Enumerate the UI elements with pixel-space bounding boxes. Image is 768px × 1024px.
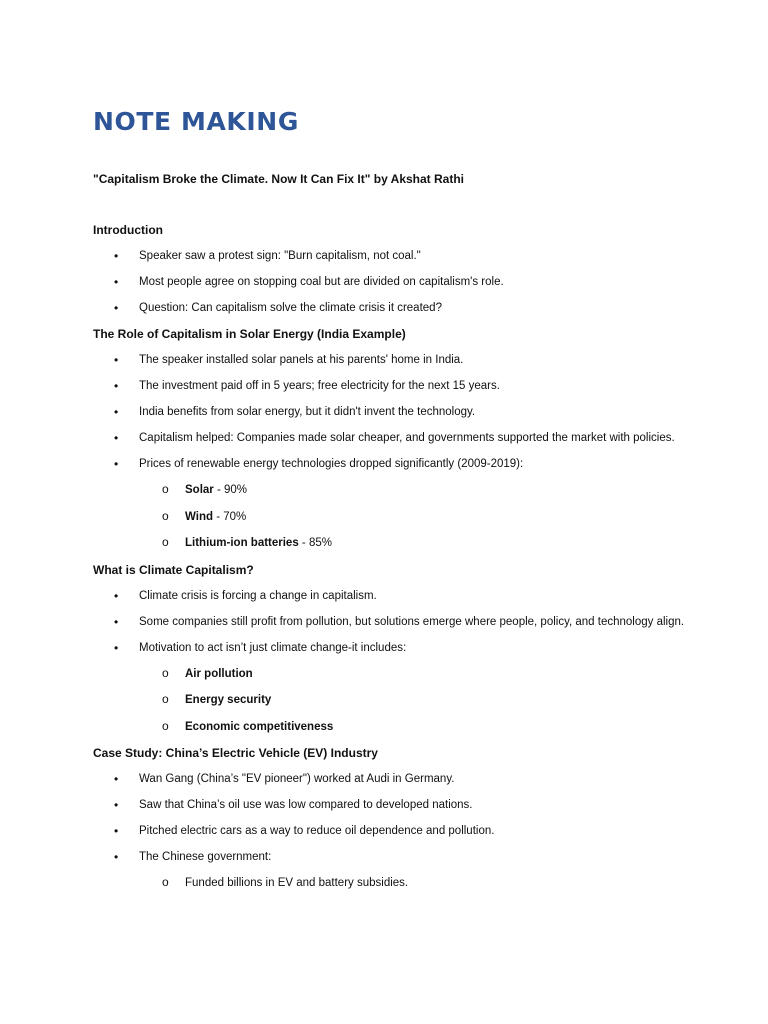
sub-list-item (93, 482, 693, 498)
document-subtitle: "Capitalism Broke the Climate. Now It Can Fix It" by Akshat Rathi (93, 172, 465, 186)
list-item: • Pitched electric cars as a way to reduce oil dependence and pollution. (93, 823, 693, 839)
sub-item-value: - 90% (213, 484, 248, 496)
sub-list-item (93, 535, 693, 551)
list-item: • Climate crisis is forcing a change in capitalism. (93, 588, 693, 604)
list-item: • Saw that China’s oil use was low compared to developed nations. (93, 797, 693, 813)
sub-item-label: Solar (185, 484, 214, 496)
list-item: • Question: Can capitalism solve the climate crisis it created? (93, 300, 693, 316)
bullet-list (93, 352, 693, 551)
list-item: • The investment paid off in 5 years; free electricity for the next 15 years. (93, 378, 693, 394)
list-item: • The Chinese government: (93, 849, 693, 865)
list-item: • Prices of renewable energy technologies dropped significantly (2009-2019): (93, 456, 693, 472)
section-heading-introduction: Introduction (93, 223, 163, 237)
list-item: • India benefits from solar energy, but it didn't invent the technology. (93, 404, 693, 420)
list-item: • Some companies still profit from pollution, but solutions emerge where people, policy, and technology align. (93, 614, 693, 630)
section-heading-china-ev: Case Study: China’s Electric Vehicle (EV) Industry (93, 746, 378, 760)
sub-item-label: Wind (185, 510, 213, 523)
page-title: NOTE MAKING (93, 107, 299, 136)
section-heading-climate-capitalism: What is Climate Capitalism? (93, 562, 254, 577)
list-item: • Most people agree on stopping coal but are divided on capitalism's role. (93, 274, 693, 290)
bullet-list (93, 588, 693, 735)
bullet-list (93, 248, 693, 316)
section-heading-solar-energy: The Role of Capitalism in Solar Energy (India Example) (93, 327, 406, 341)
document-body (93, 222, 693, 902)
list-item: • Motivation to act isn’t just climate change-it includes: (93, 640, 693, 656)
sub-list-item (93, 666, 693, 682)
sub-item-value: - 85% (298, 537, 332, 549)
list-item: • Capitalism helped: Companies made solar cheaper, and governments supported the market with policies. (93, 430, 693, 446)
sub-list-item (93, 719, 693, 735)
sub-item-label: Lithium-ion batteries (185, 537, 299, 549)
sub-item-label: Energy security (185, 694, 272, 706)
sub-list-item: o Funded billions in EV and battery subsidies. (93, 875, 693, 891)
list-item: • Speaker saw a protest sign: "Burn capitalism, not coal." (93, 248, 693, 264)
bullet-list (93, 771, 693, 891)
sub-item-label: Air pollution (185, 667, 253, 680)
sub-list-item (93, 692, 693, 708)
sub-list-item (93, 509, 693, 525)
sub-item-value: - 70% (213, 510, 247, 523)
sub-item-label: Economic competitiveness (185, 720, 334, 733)
list-item: • The speaker installed solar panels at his parents' home in India. (93, 352, 693, 368)
list-item: • Wan Gang (China’s "EV pioneer") worked at Audi in Germany. (93, 771, 693, 787)
